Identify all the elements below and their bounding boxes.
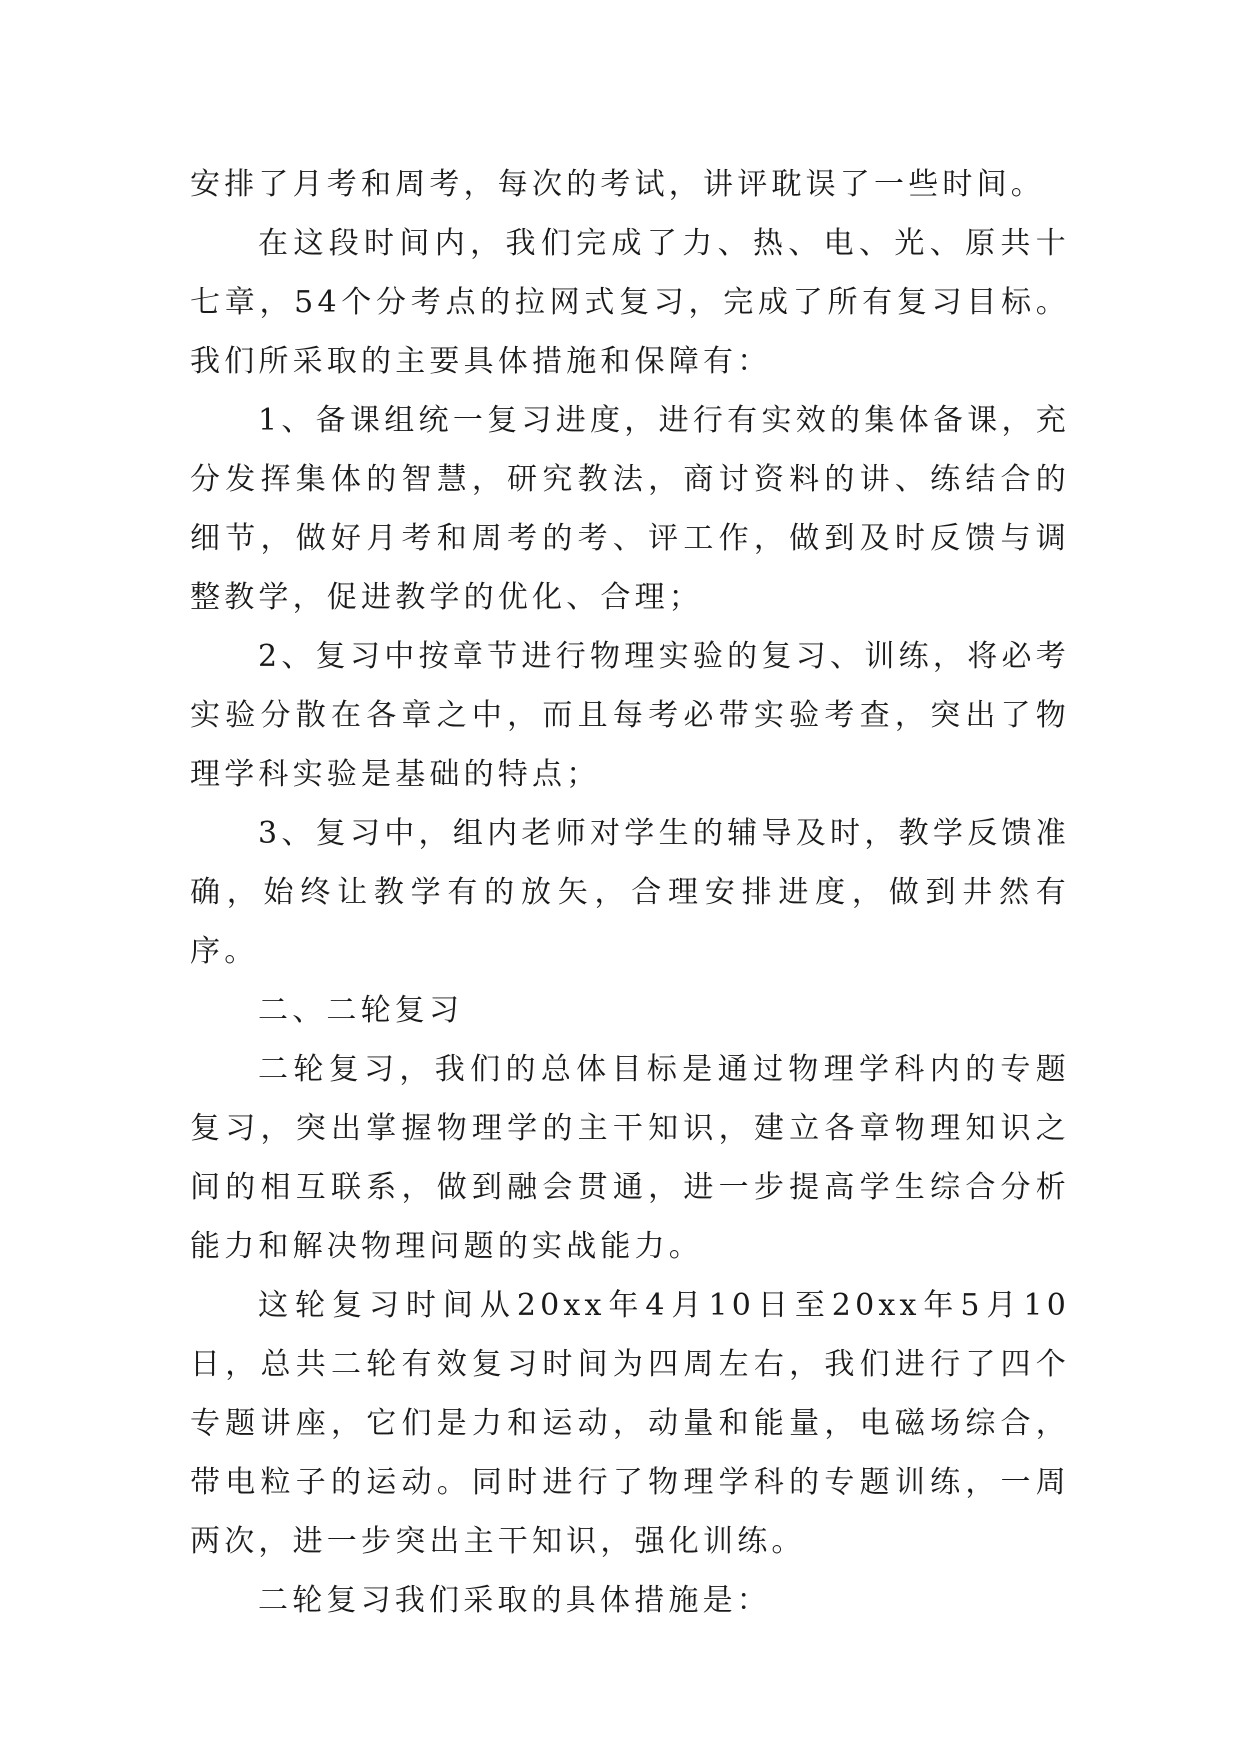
- paragraph-continued: 安排了月考和周考，每次的考试，讲评耽误了一些时间。: [190, 167, 1045, 202]
- paragraph-measure-2: 2、复习中按章节进行物理实验的复习、训练，将必考实验分散在各章之中，而且每考必带实验考查，突出了物理学科实验是基础的特点；: [190, 639, 1070, 792]
- document-body: [190, 155, 1070, 1630]
- section-heading-second-round: 二、二轮复习: [258, 993, 464, 1028]
- paragraph-review-scope: 在这段时间内，我们完成了力、热、电、光、原共十七章，54个分考点的拉网式复习，完成了所有复习目标。我们所采取的主要具体措施和保障有：: [190, 226, 1070, 379]
- paragraph-second-round-measures: 二轮复习我们采取的具体措施是：: [258, 1583, 771, 1618]
- paragraph-second-round-goal: 二轮复习，我们的总体目标是通过物理学科内的专题复习，突出掌握物理学的主干知识，建立各章物理知识之间的相互联系，做到融会贯通，进一步提高学生综合分析能力和解决物理问题的实战能力。: [190, 1052, 1070, 1264]
- paragraph-second-round-schedule: 这轮复习时间从20xx年4月10日至20xx年5月10日，总共二轮有效复习时间为四周左右，我们进行了四个专题讲座，它们是力和运动，动量和能量，电磁场综合，带电粒子的运动。同时进行了物理学科的专题训练，一周两次，进一步突出主干知识，强化训练。: [190, 1288, 1070, 1559]
- paragraph-measure-1: 1、备课组统一复习进度，进行有实效的集体备课，充分发挥集体的智慧，研究教法，商讨资料的讲、练结合的细节，做好月考和周考的考、评工作，做到及时反馈与调整教学，促进教学的优化、合理；: [190, 403, 1070, 615]
- paragraph-measure-3: 3、复习中，组内老师对学生的辅导及时，教学反馈准确，始终让教学有的放矢，合理安排进度，做到井然有序。: [190, 816, 1070, 969]
